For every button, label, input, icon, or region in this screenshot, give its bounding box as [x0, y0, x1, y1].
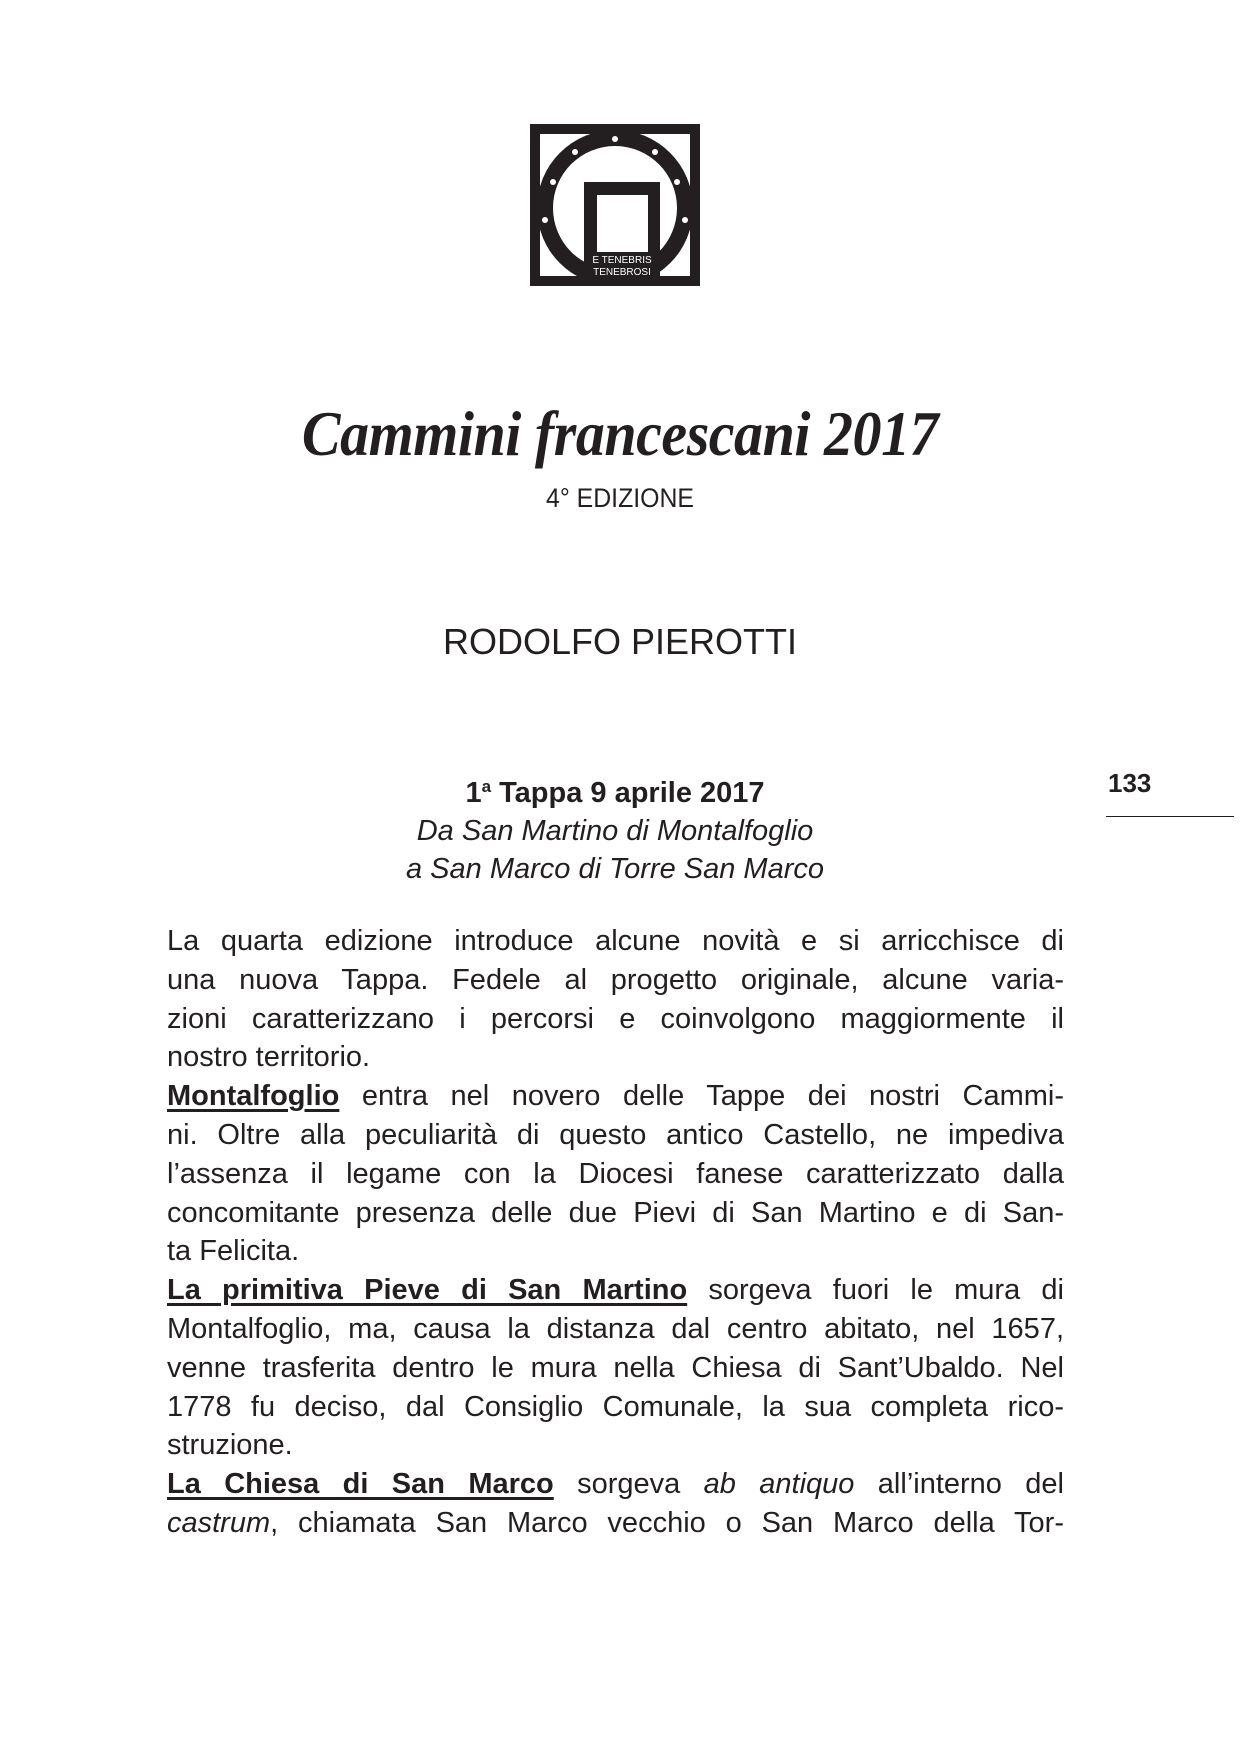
stage-to: a San Marco di Torre San Marco: [405, 853, 824, 885]
stage-heading: 1$^a$ Tappa 9 aprile 2017: [465, 777, 765, 809]
author-name: RODOLFO PIEROTTI: [442, 621, 798, 662]
book-title: Cammini francescani 2017: [301, 399, 939, 469]
paragraph-montalfoglio: Montalfoglio entra nel novero delle Tappe dei nostri Cammi- ni. Oltre alla peculiarità di questo antico Castello, ne impediva l’assenza il legame con la Diocesi fanese caratterizzato dalla concomitante presenza delle due Pievi di San Martino e di San- ta Felicita.: [167, 1080, 1064, 1268]
pieve-san-martino-heading: La primitiva Pieve di San Martino: [167, 1274, 688, 1307]
paragraph-intro: La quarta edizione introduce alcune novità e si arricchisce di una nuova Tappa. Fedele al progetto originale, alcune varia- zioni caratterizzano i percorsi e coinvolgono maggiormente il nostro territorio.: [167, 925, 1064, 1074]
publisher-logo: [530, 124, 700, 286]
page-number: 133: [1108, 768, 1152, 798]
stage-from: Da San Martino di Montalfoglio: [416, 815, 814, 847]
paragraph-pieve-san-martino: La primitiva Pieve di San Martino sorgeva fuori le mura di Montalfoglio, ma, causa la distanza dal centro abitato, nel 1657, venne trasferita dentro le mura nella Chiesa di Sant’Ubaldo. Nel 1778 fu deciso, dal Consiglio Comunale, la sua completa rico- struzione.: [167, 1274, 1064, 1462]
svg-text:TENEBROSI: TENEBROSI: [593, 267, 651, 278]
chiesa-san-marco-heading: La Chiesa di San Marco: [167, 1468, 554, 1501]
montalfoglio-heading: Montalfoglio: [167, 1080, 340, 1113]
publisher-logo-icon: [530, 124, 700, 286]
svg-text:E TENEBRIS: E TENEBRIS: [592, 255, 652, 266]
stage-header: [0, 768, 1230, 888]
paragraph-chiesa-san-marco: La Chiesa di San Marco sorgeva ab antiquo all’interno del castrum, chiamata San Marco vecchio o San Marco della Tor-: [167, 1468, 1064, 1539]
book-edition: 4° EDIZIONE: [546, 483, 694, 513]
body-text: [167, 922, 1064, 1543]
